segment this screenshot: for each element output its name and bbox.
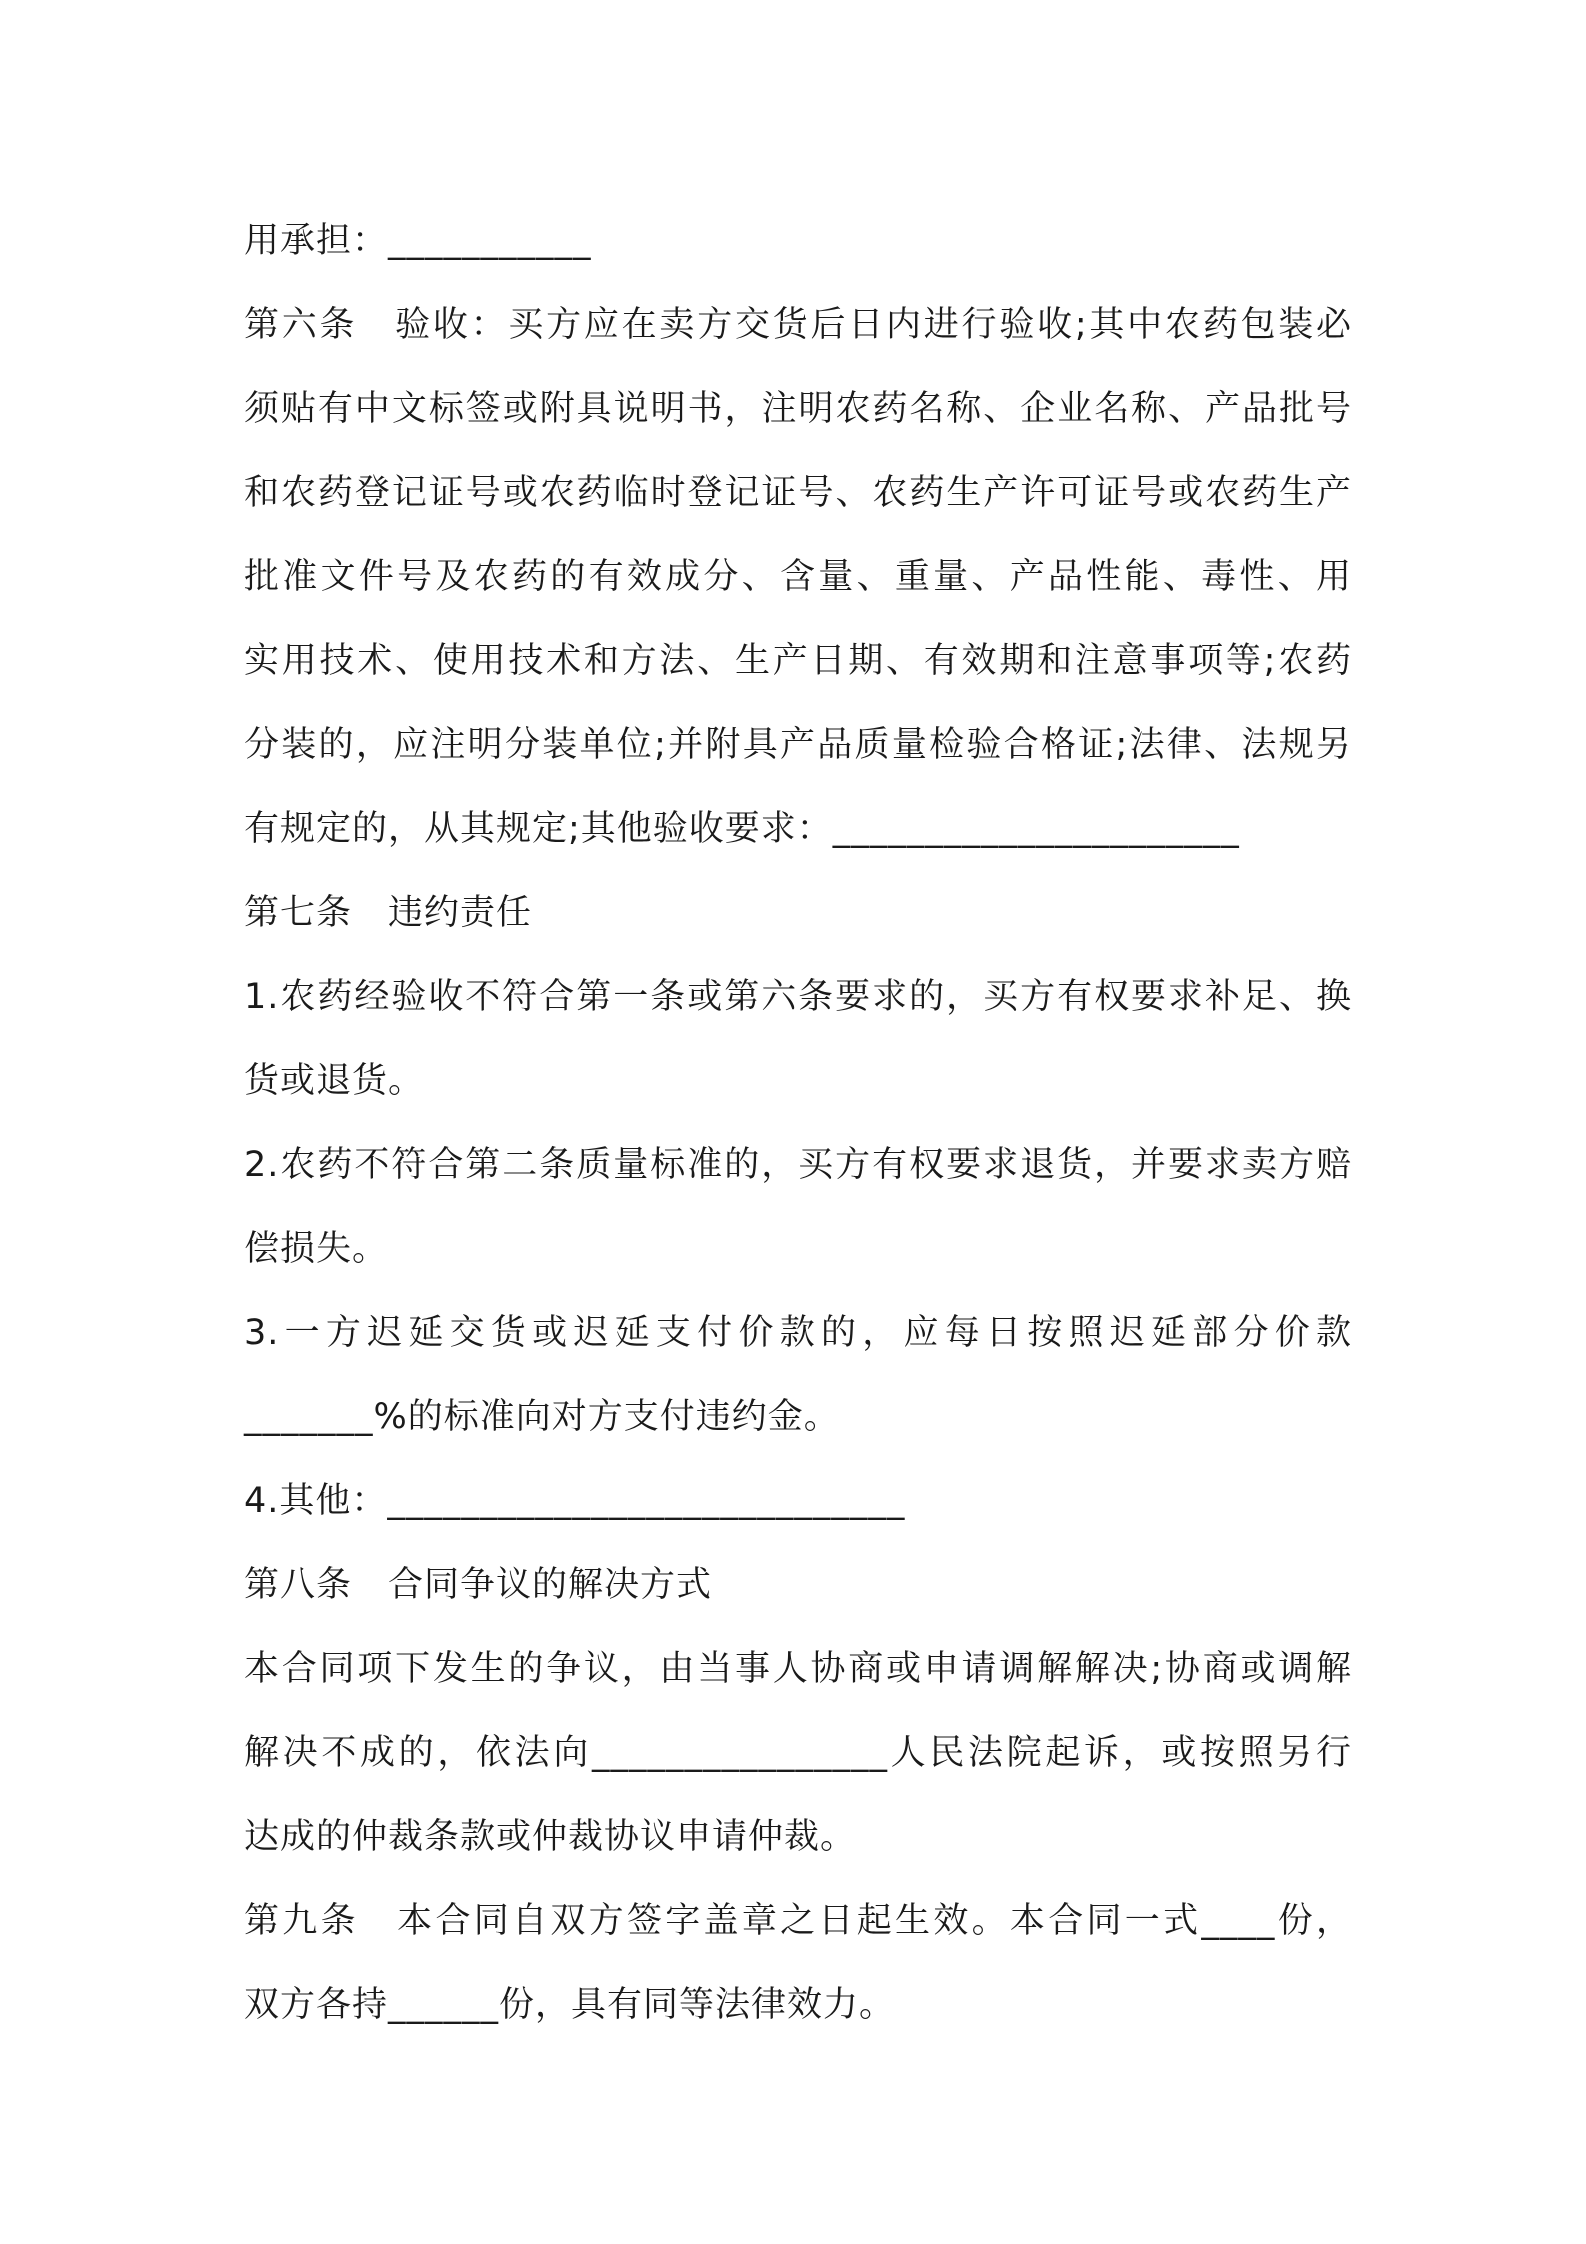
clause-7-heading: 第七条 违约责任 [244,893,533,933]
text-line: 解决不成的，依法向________________人民法院起诉，或按照另行 [244,1733,1352,1773]
text-line: 偿损失。 [244,1229,389,1269]
text-line: 双方各持______份，具有同等法律效力。 [244,1985,896,2025]
text-line: 货或退货。 [244,1061,425,1101]
text-line: 批准文件号及农药的有效成分、含量、重量、产品性能、毒性、用 [244,557,1352,597]
text-line: _______%的标准向对方支付违约金。 [244,1397,840,1437]
text-line: 达成的仲裁条款或仲裁协议申请仲裁。 [244,1817,857,1857]
clause-8-heading: 第八条 合同争议的解决方式 [244,1565,713,1605]
contract-body [244,199,1352,2047]
text-line: 用承担：___________ [244,221,592,261]
text-line: 有规定的，从其规定;其他验收要求：______________________ [244,809,1240,849]
text-line: 分装的，应注明分装单位;并附具产品质量检验合格证;法律、法规另 [244,725,1352,765]
text-line: 4.其他：____________________________ [244,1481,906,1521]
text-line: 和农药登记证号或农药临时登记证号、农药生产许可证号或农药生产 [244,473,1352,513]
text-line: 3.一方迟延交货或迟延支付价款的，应每日按照迟延部分价款 [244,1313,1352,1353]
text-line: 须贴有中文标签或附具说明书，注明农药名称、企业名称、产品批号 [244,389,1352,429]
text-line: 1.农药经验收不符合第一条或第六条要求的，买方有权要求补足、换 [244,977,1352,1017]
text-line: 本合同项下发生的争议，由当事人协商或申请调解解决;协商或调解 [244,1649,1352,1689]
text-line: 2.农药不符合第二条质量标准的，买方有权要求退货，并要求卖方赔 [244,1145,1352,1185]
text-line: 实用技术、使用技术和方法、生产日期、有效期和注意事项等;农药 [244,641,1352,681]
clause-9-line: 第九条 本合同自双方签字盖章之日起生效。本合同一式____份， [244,1901,1352,1941]
clause-6-line: 第六条 验收：买方应在卖方交货后日内进行验收;其中农药包装必 [244,305,1352,345]
